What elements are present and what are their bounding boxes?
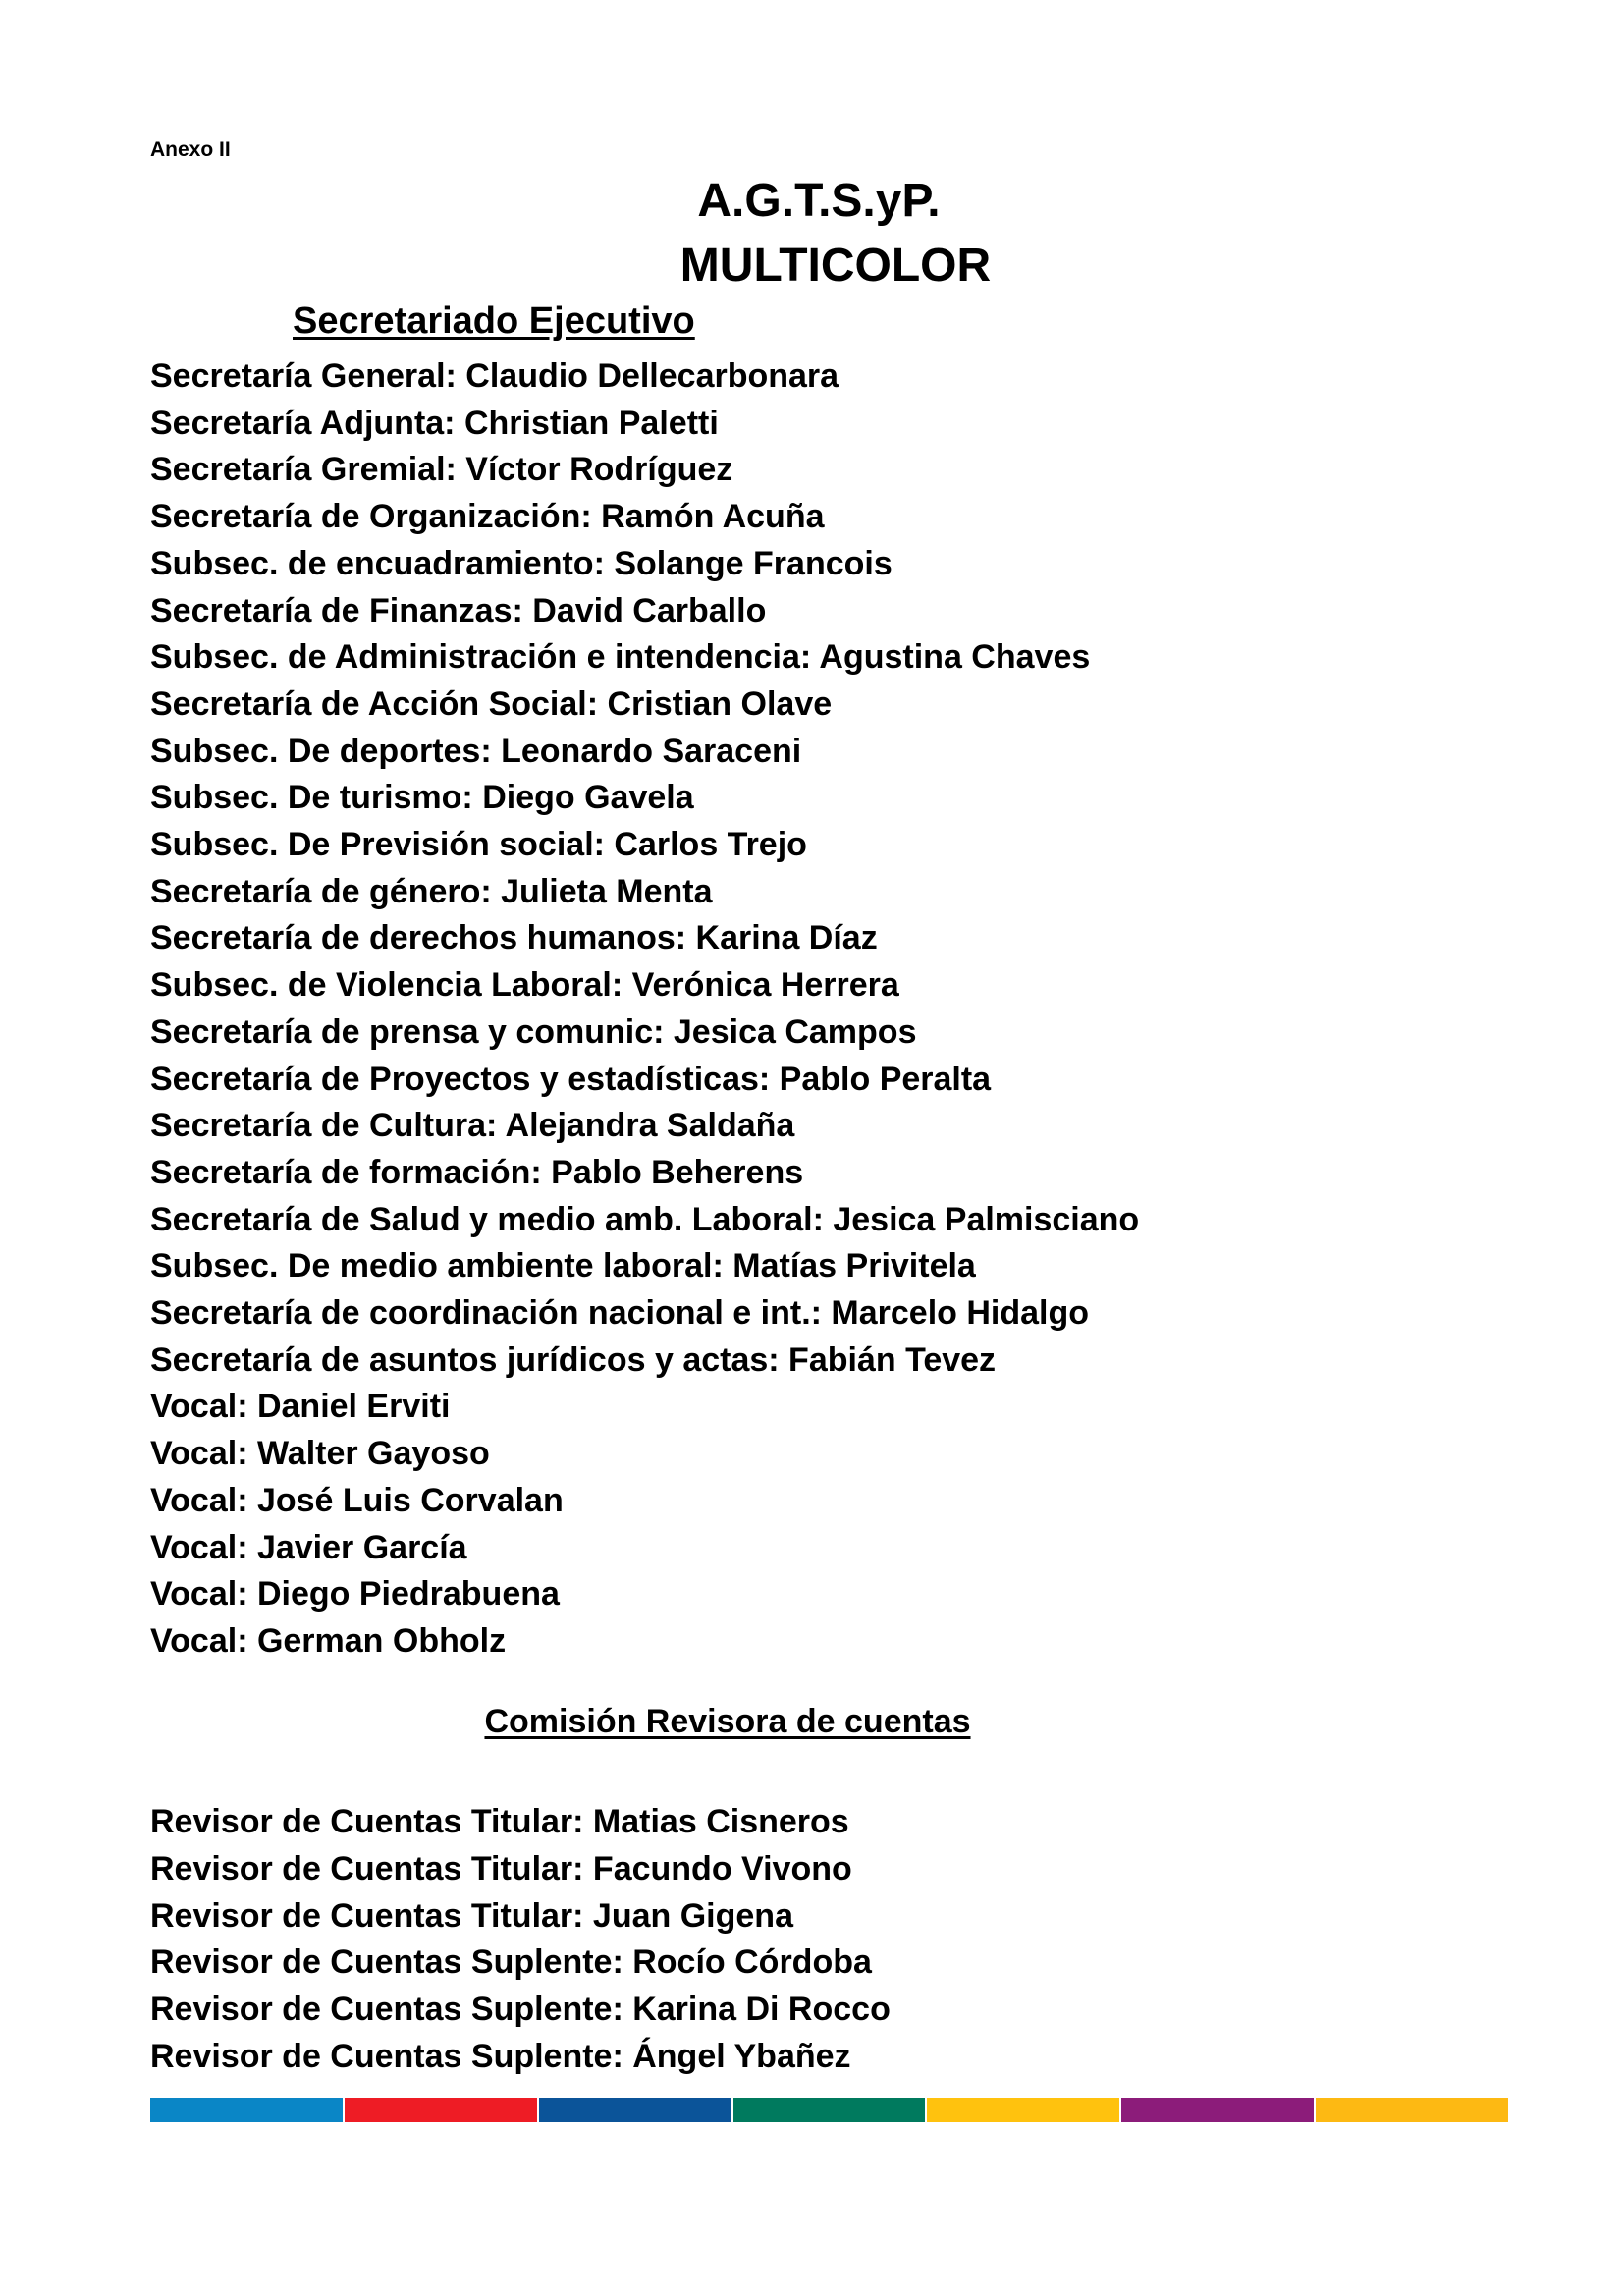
list-item: Secretaría de Acción Social: Cristian Olave	[150, 684, 833, 723]
list-item: Secretaría de prensa y comunic: Jesica Campos	[150, 1012, 917, 1051]
list-item: Revisor de Cuentas Titular: Facundo Vivono	[150, 1849, 852, 1887]
list-item: Secretaría General: Claudio Dellecarbonara	[150, 357, 839, 395]
list-item: Subsec. de encuadramiento: Solange Francois	[150, 544, 893, 582]
list-item: Subsec. De Previsión social: Carlos Trejo	[150, 826, 807, 864]
list-item: Vocal: Diego Piedrabuena	[150, 1575, 560, 1613]
list-item: Subsec. de Violencia Laboral: Verónica Herrera	[150, 966, 899, 1005]
list-item: Secretaría de Cultura: Alejandra Saldaña	[150, 1107, 795, 1145]
color-stripe-segment	[150, 2098, 345, 2122]
list-item: Vocal: German Obholz	[150, 1621, 507, 1660]
annex-label: Anexo II	[150, 138, 231, 161]
list-item: Subsec. De turismo: Diego Gavela	[150, 779, 694, 817]
list-item: Revisor de Cuentas Suplente: Karina Di Rocco	[150, 1991, 891, 2029]
list-item: Subsec. de Administración e intendencia: Agustina Chaves	[150, 638, 1091, 677]
list-item: Revisor de Cuentas Suplente: Rocío Córdoba	[150, 1943, 872, 1982]
list-item: Secretaría de Salud y medio amb. Laboral: Jesica Palmisciano	[150, 1200, 1140, 1238]
list-item: Revisor de Cuentas Titular: Juan Gigena	[150, 1896, 793, 1935]
color-stripe-segment	[1121, 2098, 1316, 2122]
color-stripe-segment	[927, 2098, 1121, 2122]
list-item: Secretaría de género: Julieta Menta	[150, 872, 713, 910]
list-item: Revisor de Cuentas Titular: Matias Cisneros	[150, 1803, 849, 1840]
document-title: A.G.T.S.yP.	[697, 175, 941, 227]
document-subtitle: MULTICOLOR	[679, 240, 992, 292]
list-item: Secretaría de coordinación nacional e int.: Marcelo Hidalgo	[150, 1294, 1090, 1333]
color-stripe-bar	[150, 2098, 1508, 2122]
color-stripe-segment	[1316, 2098, 1508, 2122]
section-heading-comision: Comisión Revisora de cuentas	[484, 1703, 971, 1740]
list-item: Subsec. De medio ambiente laboral: Matías Privitela	[150, 1247, 976, 1285]
list-item: Vocal: José Luis Corvalan	[150, 1481, 564, 1519]
color-stripe-segment	[733, 2098, 928, 2122]
secretariado-list	[150, 354, 1139, 1666]
list-item: Secretaría de asuntos jurídicos y actas: Fabián Tevez	[150, 1340, 997, 1379]
revisores-list	[150, 1799, 891, 2081]
list-item: Secretaría Gremial: Víctor Rodríguez	[150, 451, 733, 489]
list-item: Secretaría de formación: Pablo Beherens	[150, 1153, 804, 1191]
list-item: Vocal: Javier García	[150, 1528, 467, 1566]
list-item: Secretaría de Proyectos y estadísticas: Pablo Peralta	[150, 1060, 992, 1098]
list-item: Secretaría de Finanzas: David Carballo	[150, 591, 767, 629]
list-item: Secretaría de Organización: Ramón Acuña	[150, 498, 825, 536]
list-item: Secretaría Adjunta: Christian Paletti	[150, 404, 719, 442]
list-item: Revisor de Cuentas Suplente: Ángel Ybañez	[150, 2037, 851, 2075]
list-item: Secretaría de derechos humanos: Karina Díaz	[150, 919, 878, 957]
section-heading-secretariado: Secretariado Ejecutivo	[293, 301, 695, 342]
list-item: Vocal: Daniel Erviti	[150, 1388, 451, 1426]
color-stripe-segment	[345, 2098, 539, 2122]
color-stripe-segment	[539, 2098, 733, 2122]
list-item: Subsec. De deportes: Leonardo Saraceni	[150, 732, 802, 770]
list-item: Vocal: Walter Gayoso	[150, 1435, 490, 1473]
